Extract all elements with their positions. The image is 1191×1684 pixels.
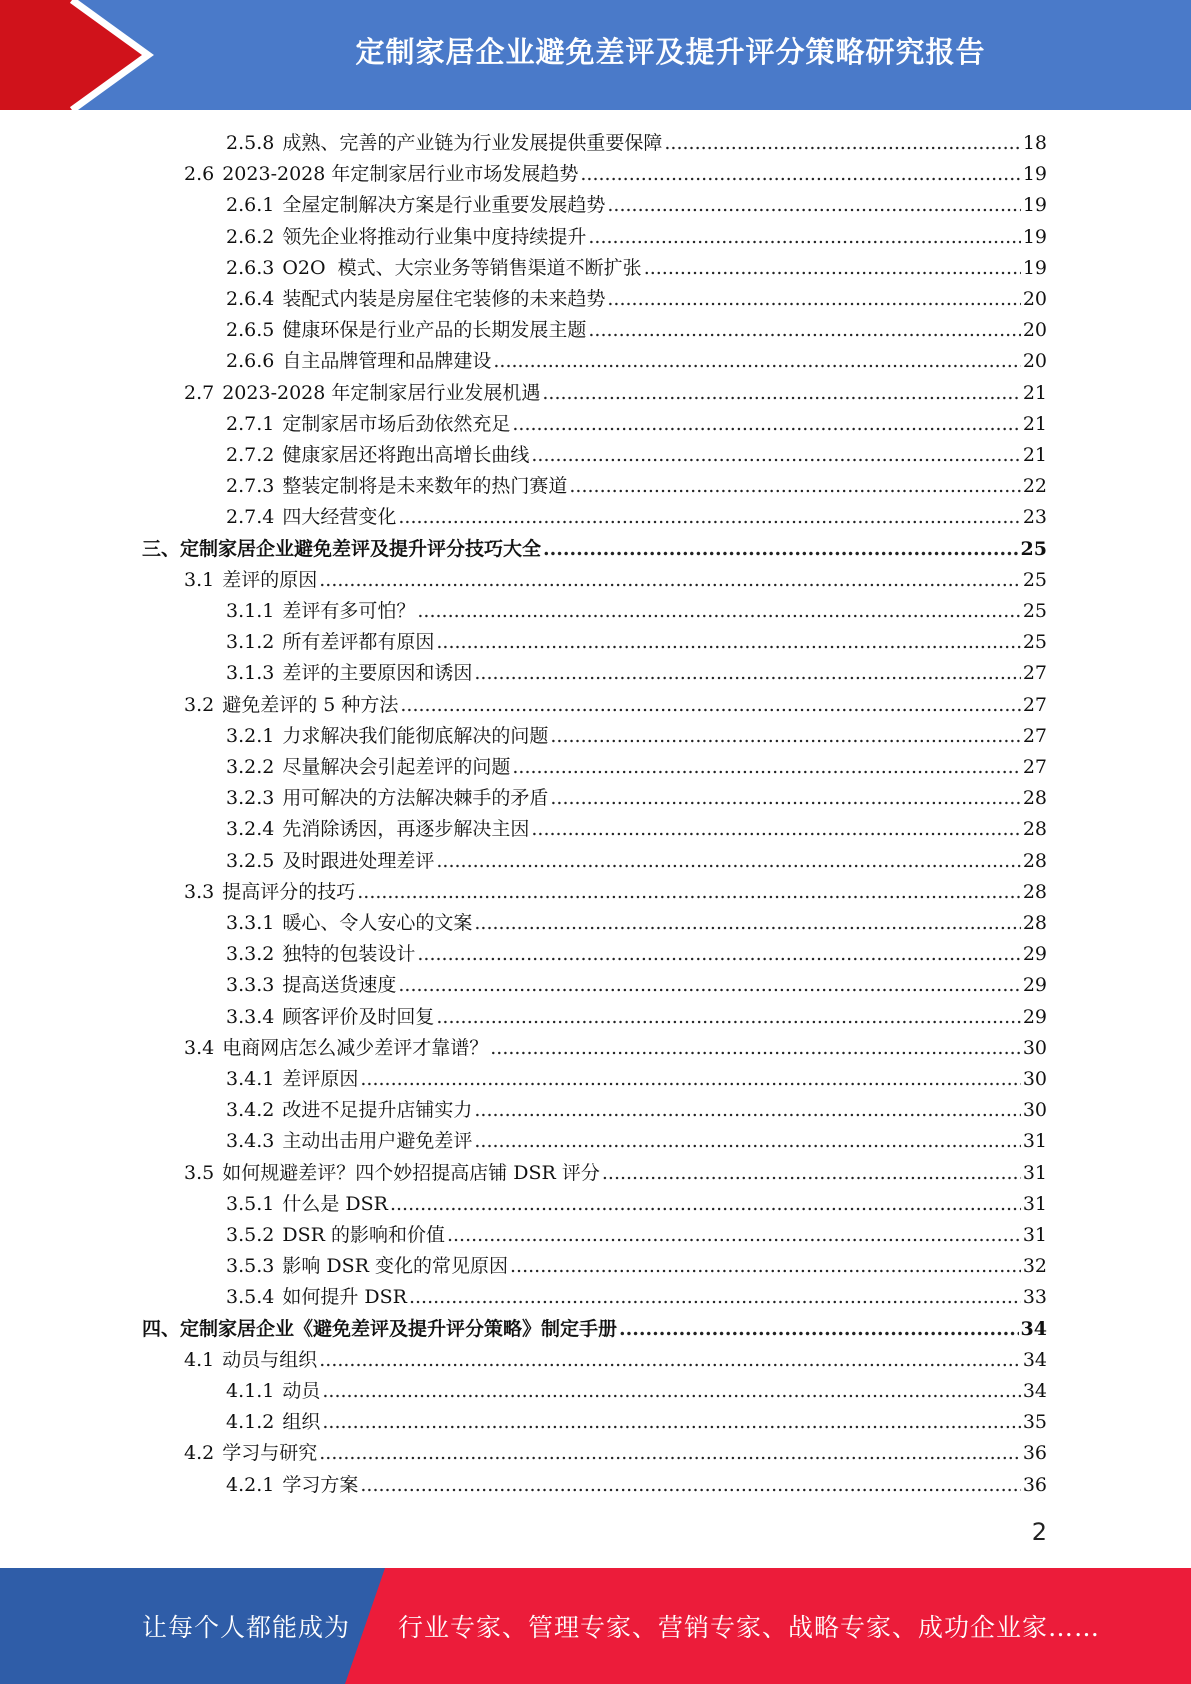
toc-title: 领先企业将推动行业集中度持续提升 <box>282 225 587 248</box>
toc-page-number: 36 <box>1022 1442 1047 1465</box>
toc-title: 装配式内装是房屋住宅装修的未来趋势 <box>282 288 606 310</box>
toc-number: 3.3.3 <box>226 974 275 997</box>
toc-title: 差评有多可怕？ <box>282 600 416 622</box>
toc-number: 2.7.2 <box>226 444 275 466</box>
toc-page-number: 19 <box>1022 194 1047 217</box>
toc-chapter[interactable] <box>142 1314 1047 1345</box>
toc-title: 动员与组织 <box>222 1348 318 1371</box>
toc-number: 4.1.2 <box>226 1411 275 1434</box>
toc-subsection[interactable] <box>226 190 1047 221</box>
toc-number: 3.1.1 <box>226 600 275 622</box>
toc-chapter[interactable] <box>142 534 1047 565</box>
toc-section[interactable] <box>184 1158 1047 1189</box>
toc-title: 组织 <box>282 1411 321 1434</box>
toc-title: 健康家居还将跑出高增长曲线 <box>282 444 530 466</box>
footer-slogan-right: 行业专家、管理专家、营销专家、战略专家、成功企业家…… <box>398 1613 1101 1642</box>
toc-title: 改进不足提升店铺实力 <box>282 1099 473 1122</box>
toc-number: 3.2.2 <box>226 756 275 778</box>
toc-number: 三、 <box>142 537 181 560</box>
toc-dot-leader <box>436 846 1020 877</box>
toc-page-number: 21 <box>1022 412 1047 435</box>
toc-page-number: 25 <box>1022 631 1047 654</box>
toc-number: 4.2.1 <box>226 1473 275 1496</box>
toc-subsection[interactable] <box>226 752 1047 783</box>
toc-subsection[interactable] <box>226 627 1047 658</box>
toc-number: 3.5.1 <box>226 1192 275 1215</box>
toc-number: 3.2.3 <box>226 787 275 810</box>
toc-dot-leader <box>542 378 1020 409</box>
toc-page-number: 28 <box>1022 787 1047 810</box>
toc-dot-leader <box>398 970 1020 1001</box>
toc-dot-leader <box>607 190 1020 221</box>
toc-number: 3.4 <box>184 1036 215 1059</box>
toc-dot-leader <box>322 1376 1020 1407</box>
toc-dot-leader <box>474 1095 1020 1126</box>
toc-title: 定制家居企业《避免差评及提升评分策略》制定手册 <box>180 1317 618 1340</box>
toc-dot-leader <box>357 877 1021 908</box>
toc-title: 先消除诱因，再逐步解决主因 <box>282 818 530 841</box>
toc-dot-leader <box>319 1438 1021 1469</box>
toc-number: 3.4.3 <box>226 1130 275 1153</box>
toc-section[interactable] <box>184 159 1047 190</box>
toc-number: 4.1.1 <box>226 1380 275 1402</box>
toc-title: 用可解决的方法解决棘手的矛盾 <box>282 787 549 810</box>
toc-page-number: 21 <box>1022 381 1047 404</box>
toc-number: 3.2.4 <box>226 818 275 841</box>
toc-section[interactable] <box>184 877 1047 908</box>
toc-dot-leader <box>580 159 1020 190</box>
toc-subsection[interactable] <box>226 502 1047 533</box>
toc-page-number: 20 <box>1022 350 1047 373</box>
toc-title: 如何提升 DSR <box>282 1286 407 1309</box>
toc-number: 3.5.4 <box>226 1286 275 1309</box>
toc-number: 3.3.2 <box>226 943 275 966</box>
toc-number: 2.6.3 <box>226 256 275 279</box>
toc-page-number: 18 <box>1022 132 1047 154</box>
toc-number: 3.4.2 <box>226 1099 275 1122</box>
toc-dot-leader <box>550 721 1020 752</box>
toc-subsection[interactable] <box>226 346 1047 377</box>
toc-title: 差评原因 <box>282 1068 359 1090</box>
toc-subsection[interactable] <box>226 596 1047 627</box>
toc-page-number: 20 <box>1022 319 1047 342</box>
toc-page-number: 25 <box>1022 600 1047 622</box>
toc-title: O2O 模式、大宗业务等销售渠道不断扩张 <box>282 256 642 279</box>
toc-number: 3.2 <box>184 693 215 716</box>
toc-number: 2.6.5 <box>226 319 275 342</box>
toc-dot-leader <box>569 471 1020 502</box>
toc-number: 3.4.1 <box>226 1068 275 1090</box>
toc-page-number: 30 <box>1022 1099 1047 1122</box>
toc-number: 2.7.3 <box>226 475 275 498</box>
toc-title: 电商网店怎么减少差评才靠谱？ <box>222 1036 489 1059</box>
toc-dot-leader <box>602 1158 1021 1189</box>
toc-title: 全屋定制解决方案是行业重要发展趋势 <box>282 194 606 217</box>
footer-slogan-left: 让每个人都能成为 <box>142 1613 351 1642</box>
toc-title: 四大经营变化 <box>282 506 397 529</box>
toc-title: 学习与研究 <box>222 1442 318 1465</box>
toc-title: 差评的原因 <box>222 568 318 591</box>
toc-page-number: 27 <box>1022 693 1047 716</box>
toc-number: 4.2 <box>184 1442 215 1465</box>
toc-dot-leader <box>543 534 1019 565</box>
toc-subsection[interactable] <box>226 783 1047 814</box>
toc-section[interactable] <box>184 690 1047 721</box>
toc-dot-leader <box>322 1407 1020 1438</box>
toc-page-number: 23 <box>1022 506 1047 529</box>
toc-dot-leader <box>474 1126 1020 1157</box>
toc-dot-leader <box>490 1033 1021 1064</box>
toc-dot-leader <box>607 284 1020 315</box>
toc-page-number: 34 <box>1020 1317 1047 1340</box>
toc-dot-leader <box>588 222 1020 253</box>
toc-page-number: 22 <box>1022 475 1047 498</box>
toc-page-number: 27 <box>1022 724 1047 747</box>
toc-dot-leader <box>512 409 1020 440</box>
toc-section[interactable] <box>184 378 1047 409</box>
toc-section[interactable] <box>184 565 1047 596</box>
toc-page-number: 35 <box>1022 1411 1047 1434</box>
toc-number: 4.1 <box>184 1348 215 1371</box>
toc-section[interactable] <box>184 1438 1047 1469</box>
toc-page-number: 33 <box>1022 1286 1047 1309</box>
toc-title: 独特的包装设计 <box>282 943 416 966</box>
toc-subsection[interactable] <box>226 409 1047 440</box>
toc-dot-leader <box>531 814 1020 845</box>
toc-number: 3.5.3 <box>226 1255 275 1278</box>
toc-page-number: 28 <box>1022 912 1047 934</box>
toc-dot-leader <box>436 627 1020 658</box>
toc-page-number: 28 <box>1022 849 1047 872</box>
toc-title: 自主品牌管理和品牌建设 <box>282 350 492 373</box>
toc-subsection[interactable] <box>226 1095 1047 1126</box>
toc-subsection[interactable] <box>226 1064 1047 1095</box>
toc-dot-leader <box>417 939 1020 970</box>
toc-dot-leader <box>319 565 1021 596</box>
toc-title: 提高送货速度 <box>282 974 397 997</box>
toc-dot-leader <box>360 1470 1020 1501</box>
toc-page-number: 36 <box>1022 1473 1047 1496</box>
header-band <box>0 0 1191 110</box>
toc-number: 3.1.3 <box>226 662 275 685</box>
toc-page-number: 28 <box>1022 818 1047 841</box>
toc-title: 定制家居市场后劲依然充足 <box>282 412 511 435</box>
toc-title: 什么是 DSR <box>282 1192 388 1215</box>
toc-subsection[interactable] <box>226 1189 1047 1220</box>
toc-number: 2.6.2 <box>226 225 275 248</box>
toc-title: 学习方案 <box>282 1473 359 1496</box>
toc-title: 及时跟进处理差评 <box>282 849 435 872</box>
toc-subsection[interactable] <box>226 814 1047 845</box>
footer-band <box>0 1568 1191 1684</box>
toc-subsection[interactable] <box>226 128 1047 159</box>
toc-title: DSR 的影响和价值 <box>282 1224 445 1246</box>
toc-subsection[interactable] <box>226 253 1047 284</box>
toc-number: 2.7 <box>184 381 215 404</box>
toc-subsection[interactable] <box>226 471 1047 502</box>
toc-subsection[interactable] <box>226 939 1047 970</box>
toc-page-number: 20 <box>1022 288 1047 310</box>
toc-dot-leader <box>644 253 1021 284</box>
toc-number: 2.6.4 <box>226 288 275 310</box>
toc-number: 3.5.2 <box>226 1224 275 1246</box>
toc-dot-leader <box>319 1345 1021 1376</box>
toc-title: 差评的主要原因和诱因 <box>282 662 473 685</box>
toc-title: 动员 <box>282 1380 321 1402</box>
toc-title: 2023-2028 年定制家居行业发展机遇 <box>222 381 541 404</box>
toc-dot-leader <box>447 1220 1021 1251</box>
toc-page-number: 29 <box>1022 974 1047 997</box>
toc-title: 2023-2028 年定制家居行业市场发展趋势 <box>222 163 579 186</box>
toc-dot-leader <box>664 128 1020 159</box>
report-title: 定制家居企业避免差评及提升评分策略研究报告 <box>355 34 986 69</box>
toc-dot-leader <box>400 690 1020 721</box>
toc-dot-leader <box>360 1064 1020 1095</box>
toc-dot-leader <box>588 315 1020 346</box>
toc-title: 力求解决我们能彻底解决的问题 <box>282 724 549 747</box>
toc-subsection[interactable] <box>226 1470 1047 1501</box>
toc-dot-leader <box>390 1189 1021 1220</box>
toc-subsection[interactable] <box>226 1376 1047 1407</box>
toc-page-number: 27 <box>1022 662 1047 685</box>
toc-section[interactable] <box>184 1345 1047 1376</box>
toc-dot-leader <box>510 1251 1021 1282</box>
toc-title: 如何规避差评？四个妙招提高店铺 DSR 评分 <box>222 1161 600 1184</box>
toc-title: 成熟、完善的产业链为行业发展提供重要保障 <box>282 132 663 154</box>
toc-page-number: 31 <box>1022 1192 1047 1215</box>
toc-page-number: 21 <box>1022 444 1047 466</box>
toc-page-number: 34 <box>1022 1380 1047 1402</box>
toc-title: 主动出击用户避免差评 <box>282 1130 473 1153</box>
toc-page-number: 30 <box>1022 1068 1047 1090</box>
toc-number: 3.3.4 <box>226 1005 275 1028</box>
toc-title: 顾客评价及时回复 <box>282 1005 435 1028</box>
toc-number: 四、 <box>142 1317 181 1340</box>
toc-number: 3.1.2 <box>226 631 275 654</box>
toc-title: 健康环保是行业产品的长期发展主题 <box>282 319 587 342</box>
toc-page-number: 34 <box>1022 1348 1047 1371</box>
toc-number: 3.2.5 <box>226 849 275 872</box>
page-number: 2 <box>1031 1518 1047 1546</box>
toc-page-number: 29 <box>1022 943 1047 966</box>
toc-page-number: 31 <box>1022 1161 1047 1184</box>
toc-subsection[interactable] <box>226 908 1047 939</box>
toc-page-number: 31 <box>1022 1130 1047 1153</box>
toc-page-number: 31 <box>1022 1224 1047 1246</box>
toc-dot-leader <box>531 440 1020 471</box>
toc-dot-leader <box>550 783 1020 814</box>
toc-number: 3.1 <box>184 568 215 591</box>
toc-number: 2.5.8 <box>226 132 275 154</box>
toc-subsection[interactable] <box>226 1407 1047 1438</box>
toc-page-number: 19 <box>1022 163 1047 186</box>
toc-page-number: 30 <box>1022 1036 1047 1059</box>
toc-number: 2.6.1 <box>226 194 275 217</box>
toc-page-number: 27 <box>1022 756 1047 778</box>
toc-subsection[interactable] <box>226 1126 1047 1157</box>
toc-subsection[interactable] <box>226 658 1047 689</box>
toc-dot-leader <box>474 908 1020 939</box>
toc-page-number: 25 <box>1022 568 1047 591</box>
toc-number: 3.3 <box>184 880 215 903</box>
toc-dot-leader <box>417 596 1020 627</box>
toc-dot-leader <box>619 1314 1019 1345</box>
toc-number: 3.2.1 <box>226 724 275 747</box>
toc-title: 所有差评都有原因 <box>282 631 435 654</box>
toc-number: 2.7.1 <box>226 412 275 435</box>
toc-dot-leader <box>398 502 1020 533</box>
toc-subsection[interactable] <box>226 846 1047 877</box>
toc-dot-leader <box>436 1002 1020 1033</box>
toc-page-number: 29 <box>1022 1005 1047 1028</box>
toc-page-number: 19 <box>1022 225 1047 248</box>
toc-title: 定制家居企业避免差评及提升评分技巧大全 <box>180 537 542 560</box>
toc-subsection[interactable] <box>226 440 1047 471</box>
toc-dot-leader <box>493 346 1020 377</box>
toc-number: 2.7.4 <box>226 506 275 529</box>
toc-subsection[interactable] <box>226 721 1047 752</box>
toc-section[interactable] <box>184 1033 1047 1064</box>
toc-number: 2.6 <box>184 163 215 186</box>
toc-subsection[interactable] <box>226 970 1047 1001</box>
toc-dot-leader <box>512 752 1020 783</box>
toc-title: 避免差评的 5 种方法 <box>222 693 399 716</box>
toc-subsection[interactable] <box>226 284 1047 315</box>
toc-page-number: 28 <box>1022 880 1047 903</box>
toc-subsection[interactable] <box>226 315 1047 346</box>
toc-subsection[interactable] <box>226 222 1047 253</box>
toc-page-number: 32 <box>1022 1255 1047 1278</box>
toc-title: 影响 DSR 变化的常见原因 <box>282 1255 508 1278</box>
toc-title: 尽量解决会引起差评的问题 <box>282 756 511 778</box>
toc-subsection[interactable] <box>226 1251 1047 1282</box>
toc-title: 提高评分的技巧 <box>222 880 356 903</box>
toc-subsection[interactable] <box>226 1282 1047 1313</box>
toc-subsection[interactable] <box>226 1220 1047 1251</box>
toc-number: 2.6.6 <box>226 350 275 373</box>
toc-number: 3.5 <box>184 1161 215 1184</box>
toc-page-number: 19 <box>1022 256 1047 279</box>
toc-title: 整装定制将是未来数年的热门赛道 <box>282 475 568 498</box>
toc-subsection[interactable] <box>226 1002 1047 1033</box>
toc-number: 3.3.1 <box>226 912 275 934</box>
toc-dot-leader <box>474 658 1020 689</box>
toc-page-number: 25 <box>1020 537 1047 560</box>
toc-dot-leader <box>409 1282 1021 1313</box>
toc-title: 暖心、令人安心的文案 <box>282 912 473 934</box>
